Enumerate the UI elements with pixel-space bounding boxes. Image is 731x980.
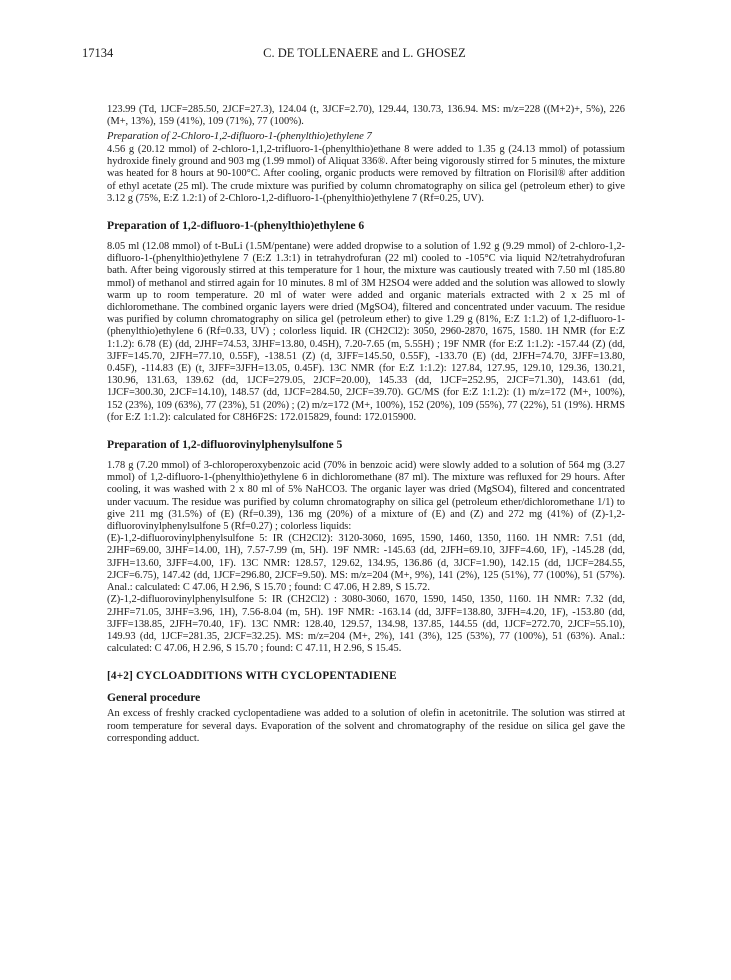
heading-difluoro-phenylthio: Preparation of 1,2-difluoro-1-(phenylthio)ethylene 6 bbox=[107, 219, 365, 233]
procedure-paragraph-5: 1.78 g (7.20 mmol) of 3-chloroperoxybenzoic acid (70% in benzoic acid) were slowly added to a solution of 564 mg (3.27 mmol) of 1,2-difluoro-1-(phenylthio)ethylene 6 in dichloromethane (87 ml). The mixture was refluxed for 29 hours. After cooling, it was washed with 2 x 80 ml of 5% NaHCO3. The organic layer was dried (MgSO4), filtered and concentrated under vacuum. The residue was purified by column chromatography on silica gel (petroleum ether/dichloromethane 1/1) to give 211 mg (31.5%) of (E) (Rf=0.39), 136 mg (20%) of a mixture of (E) and (Z) and 272 mg (41%) of (Z)-1,2-difluorovinylphenylsulfone 5 (Rf=0.27) ; colorless liquids: bbox=[107, 460, 625, 533]
procedure-paragraph-7: 4.56 g (20.12 mmol) of 2-chloro-1,1,2-trifluoro-1-(phenylthio)ethane 8 were added to 1.35 g (24.13 mmol) of potassium hydroxide finely ground and 903 mg (1.99 mmol) of Aliquat 336®. After being vigorously stirred for 5 minutes, the mixture was heated for 8 hours at 90-100°C. After cooling, organic products were removed by filtration on Florisil® after addition of ethyl acetate (25 ml). The crude mixture was purified by column chromatography on silica gel (petroleum ether) to give 3.12 g (75%, E:Z 1.2:1) of 2-Chloro-1,2-difluoro-1-(phenylthio)ethylene 7 (Rf=0.25, UV). bbox=[107, 144, 625, 204]
z-isomer-data-paragraph: (Z)-1,2-difluorovinylphenylsulfone 5: IR (CH2Cl2) : 3080-3060, 1670, 1590, 1450, 1350, 1160. 1H NMR: 7.32 (dd, 2JHF=71.05, 3JHF=3.96, 1H), 7.56-8.04 (m, 5H). 19F NMR: -163.14 (dd, 3JFF=138.80, 3JFH=4.20, 1F), -153.80 (dd, 3JFF=138.85, 2JFH=70.40, 1F). 13C NMR: 128.40, 129.57, 134.98, 137.85, 144.55 (dd, 1JCF=272.70, 2JCF=55.10), 149.93 (dd, 1JCF=281.35, 2JCF=32.25). MS: m/z=204 (M+, 2%), 141 (3%), 125 (53%), 77 (100%), 51 (63%). Anal.: calculated: C 47.06, H 2.96, S 15.70 ; found: C 47.11, H 2.96, S 15.45. bbox=[107, 594, 625, 655]
running-head: C. DE TOLLENAERE and L. GHOSEZ bbox=[263, 46, 466, 60]
heading-general-procedure: General procedure bbox=[107, 691, 201, 705]
general-procedure-paragraph: An excess of freshly cracked cyclopentadiene was added to a solution of olefin in acetonitrile. The solution was stirred at room temperature for several days. Evaporation of the solvent and chromatography of the residue on silica gel gave the corresponding adduct. bbox=[107, 708, 625, 744]
subheading-chloro-difluoro: Preparation of 2-Chloro-1,2-difluoro-1-(phenylthio)ethylene 7 bbox=[107, 131, 372, 143]
heading-difluorovinylphenylsulfone: Preparation of 1,2-difluorovinylphenylsulfone 5 bbox=[107, 438, 343, 452]
page-number: 17134 bbox=[82, 46, 114, 60]
page-header bbox=[82, 46, 647, 62]
article-body bbox=[107, 104, 625, 745]
procedure-paragraph-6: 8.05 ml (12.08 mmol) of t-BuLi (1.5M/pentane) were added dropwise to a solution of 1.92 g (9.29 mmol) of 2-chloro-1,2-difluoro-1-(phenylthio)ethylene 7 (E:Z 1.3:1) in tetrahydrofuran (22 ml) cooled to -105°C via liquid N2/tetrahydrofuran bath. After being vigorously stirred at this temperature for 1 hour, the mixture was cautiously treated with 7.50 ml (185.80 mmol) of methanol and stirred again for 10 minutes. 8 ml of 3M H2SO4 were added and the solution was allowed to slowly warm up to room temperature. 20 ml of water were added and organic materials extracted with 2 x 25 ml of dichloromethane. The combined organic layers were dried (MgSO4), filtered and concentrated under vacuum. The residue was purified by column chromatography on silica gel (petroleum ether) to give 1.29 g (81%, E:Z 1:1.2) of 1,2-difluoro-1-(phenylthio)ethylene 6 (Rf=0.33, UV) ; colorless liquid. IR (CH2Cl2): 3050, 2960-2870, 1675, 1580. 1H NMR (for E:Z 1:1.2): 6.78 (E) (dd, 2JHF=74.53, 3JHF=13.80, 0.45H), 7.20-7.65 (m, 5.55H) ; 19F NMR (for E:Z 1:1.2): -157.44 (Z) (dd, 3JFF=145.70, 2JFH=77.10, 0.55F), -138.51 (Z) (d, 3JFF=145.50, 0.55F), -133.70 (E) (dd, 2JFH=74.70, 3JFF=13.80, 0.45F), -114.83 (E) (t, 3JFF=3JFH=13.05, 0.45F). 13C NMR (for E:Z 1:1.2): 127.84, 127.95, 129.10, 129.36, 130.21, 130.96, 131.63, 139.62 (dd, 1JCF=279.05, 2JCF=20.00), 145.33 (dd, 1JCF=252.95, 2JCF=71.30), 143.61 (dd, 1JCF=300.30, 2JCF=14.10), 148.57 (dd, 1JCF=284.50, 2JCF=39.70). GC/MS (for E:Z 1:1.2): (1) m/z=172 (M+, 100%), 152 (23%), 109 (63%), 77 (23%), 51 (20%) ; (2) m/z=172 (M+, 100%), 152 (20%), 109 (55%), 77 (22%), 51 (19%). HRMS (for E:Z 1:1.2): calculated for C8H6F2S: 172.015829, found: 172.015900. bbox=[107, 241, 625, 423]
e-isomer-data-paragraph: (E)-1,2-difluorovinylphenylsulfone 5: IR (CH2Cl2): 3120-3060, 1695, 1590, 1460, 1350, 1160. 1H NMR: 7.51 (dd, 2JHF=69.00, 3JHF=14.00, 1H), 7.57-7.99 (m, 5H). 19F NMR: -145.63 (dd, 2JFH=69.10, 3JFF=4.60, 1F), -145.28 (dd, 3JFH=13.60, 3JFF=4.00, 1F). 13C NMR: 128.57, 129.62, 134.95, 136.86 (d, 3JCF=1.90), 142.15 (dd, 1JCF=284.55, 2JCF=6.75), 147.42 (dd, 1JCF=296.80, 2JCF=9.50). MS: m/z=204 (M+, 9%), 141 (2%), 125 (51%), 77 (100%), 51 (57%). Anal.: calculated: C 47.06, H 2.96, S 15.70 ; found: C 47.06, H 2.89, S 15.72. bbox=[107, 533, 625, 594]
nmr-continuation-paragraph: 123.99 (Td, 1JCF=285.50, 2JCF=27.3), 124.04 (t, 3JCF=2.70), 129.44, 130.73, 136.94. MS: m/z=228 ((M+2)+, 5%), 226 (M+, 13%), 159 (41%), 109 (71%), 77 (100%). bbox=[107, 104, 625, 128]
section-heading-cycloadditions: [4+2] CYCLOADDITIONS WITH CYCLOPENTADIENE bbox=[107, 670, 397, 683]
